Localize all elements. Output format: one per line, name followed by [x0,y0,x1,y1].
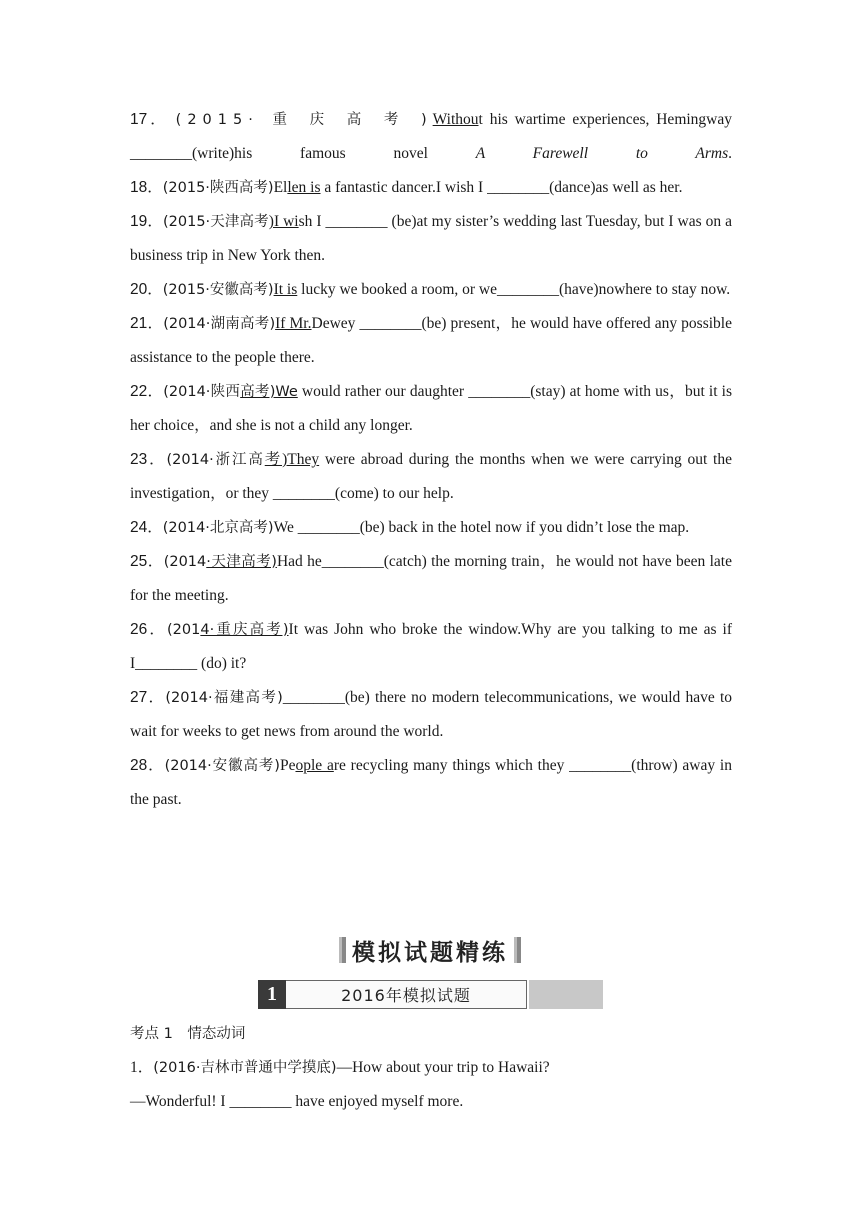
question-number: 27． [130,689,166,706]
question-text: ________(be) there no modern telecommunications, we would have to wait for weeks to get news from around the world. [130,689,733,740]
underlined-text: len is [287,179,321,196]
exercise-list [130,103,732,817]
question-source: (201 [167,622,201,638]
question-17: 17． (2015· 重 庆 高 考 )Without his wartime experiences, Hemingway ________(write)his famous novel A Farewell to Arms. [130,111,732,162]
question-number: 1． [130,1059,154,1076]
question-source: (2014·浙江高 [166,452,265,468]
question-source: (2014·福建高考) [165,690,283,706]
question-text: It was John who broke the window.Why are you talking to me as if I________ (do) it? [130,621,732,672]
question-text: t his wartime experiences, Hemingway ________(write)his famous novel [130,111,732,162]
question-text: sh I ________ (be)at my sister’s wedding last Tuesday, but I was on a business trip in New York then. [130,213,733,264]
practice-question-1 [130,1051,732,1085]
section-number: 1 [258,980,286,1009]
question-21 [130,307,732,375]
underlined-text: It is [273,281,298,298]
question-number: 28． [130,757,165,774]
question-26 [130,613,732,681]
question-number: 18． [130,179,163,196]
question-text: lucky we booked a room, or we________(have)nowhere to stay now. [297,281,731,298]
question-number: 24． [130,519,163,536]
question-source: (2014·安徽高考) [164,758,280,774]
question-number: 23． [130,451,167,468]
book-title: A Farewell to Arms [475,145,729,162]
underlined-text: 高考)We [240,384,298,400]
question-source: (2014·北京高考) [162,520,274,536]
question-number: 20． [130,281,163,298]
question-28: 28．(2014·安徽高考)People are recycling many things which they ________(throw) away in the past. [130,757,732,808]
practice-section [130,1017,732,1119]
banner-right-bar [514,937,521,963]
question-number: 17． [130,111,169,128]
question-number: 25． [130,553,164,570]
question-number: 21． [130,315,164,332]
question-text: Had he________(catch) the morning train，he would not have been late for the meeting. [130,553,732,604]
topic-heading: 考点 1 情态动词 [130,1026,246,1042]
section-header [258,980,603,1009]
question-source: (2016·吉林市普通中学摸底) [153,1060,337,1076]
question-text: We ________(be) back in the hotel now if you didn’t lose the map. [273,519,690,536]
question-20 [130,273,732,307]
banner-left-bar [339,937,346,963]
underlined-text: )I wi [268,213,299,230]
question-text: Dewey ________(be) present，he would have offered any possible assistance to the people there. [130,315,732,366]
underlined-text: 4·重庆高考) [200,622,289,638]
question-source: (2015·安徽高考) [162,282,274,298]
question-source: (2015·天津高考 [163,214,269,230]
underlined-text: 考)They [264,451,320,468]
question-number: 19． [130,213,163,230]
section-label: 2016年模拟试题 [286,980,527,1009]
practice-answer-line: —Wonderful! I ________ have enjoyed myself more. [130,1093,464,1110]
question-19 [130,205,732,273]
question-number: 22． [130,383,164,400]
section-banner [315,934,545,966]
question-source: (2014 [163,554,207,570]
question-22 [130,375,732,443]
underlined-text: If Mr. [275,315,312,332]
question-27 [130,681,732,749]
question-number: 26． [130,621,168,638]
question-23 [130,443,732,511]
question-text: were abroad during the months when we were carrying out the investigation，or they ________(come) to our help. [130,451,732,502]
question-text: a fantastic dancer.I wish I ________(dance)as well as her. [320,179,683,196]
question-source: (2014·湖南高考) [163,316,276,332]
question-25 [130,545,732,613]
banner-title: 模拟试题精练 [352,939,508,966]
question-24 [130,511,732,545]
question-source: (2015·陕西高考) [162,180,274,196]
question-text: re recycling many things which they ________(throw) away in the past. [130,757,732,808]
underlined-text: ·天津高考) [206,554,277,570]
section-bar-fill [529,980,603,1009]
underlined-text: ople a [295,757,334,774]
question-18: 18．(2015·陕西高考)Ellen is a fantastic dancer.I wish I ________(dance)as well as her. [130,179,683,196]
underlined-text: Withou [432,111,479,128]
question-text: would rather our daughter ________(stay) at home with us，but it is her choice，and she is not a child any longer. [130,383,732,434]
question-text: —How about your trip to Hawaii? [336,1059,550,1076]
question-source: (2015· 重 庆 高 考 ) [175,112,433,128]
question-source: (2014·陕西 [163,384,241,400]
